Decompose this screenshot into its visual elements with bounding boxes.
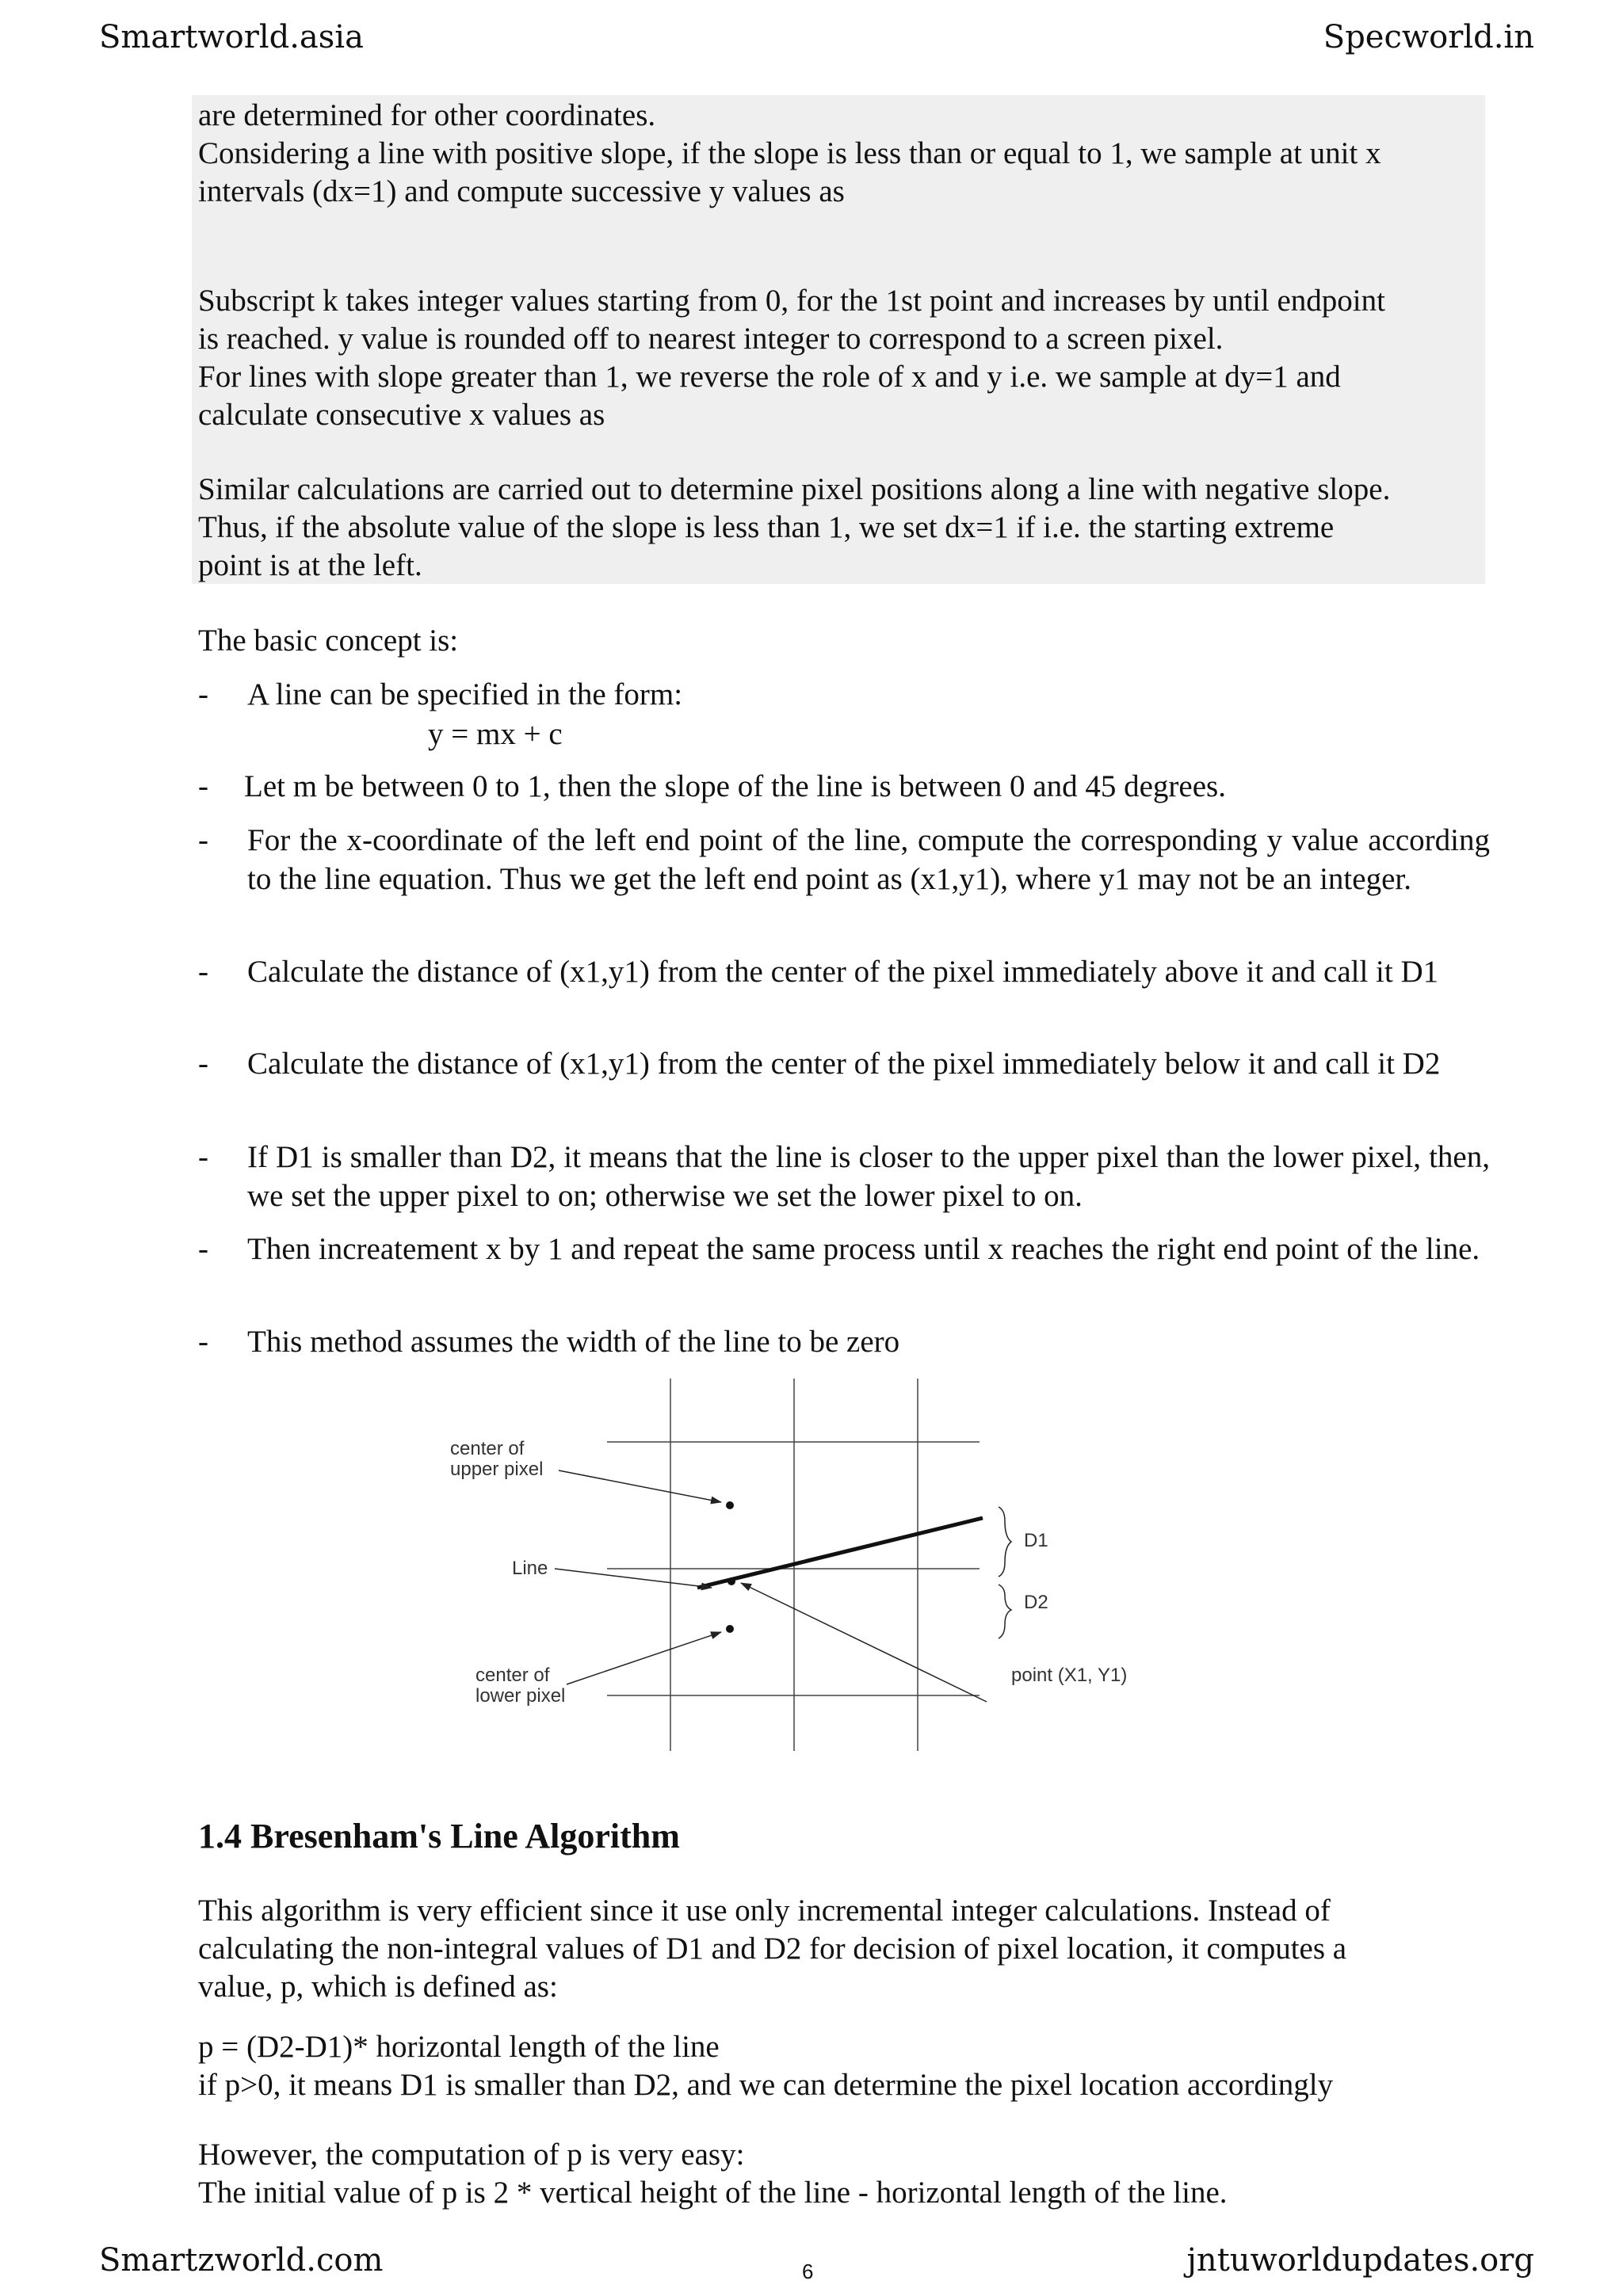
brace-d2 bbox=[999, 1585, 1011, 1638]
text-line: point is at the left. bbox=[198, 548, 422, 582]
list-item-text: Let m be between 0 to 1, then the slope of the line is between 0 and 45 degrees. bbox=[244, 769, 1226, 803]
section-paragraph-2 bbox=[198, 2028, 1490, 2104]
bullet-dash: - bbox=[198, 1325, 208, 1359]
line-point bbox=[727, 1577, 735, 1585]
arrow-lower bbox=[567, 1632, 721, 1684]
bullet-dash: - bbox=[198, 1140, 208, 1174]
bullet-dash: - bbox=[198, 1232, 208, 1266]
text-line: calculate consecutive x values as bbox=[198, 398, 605, 432]
list-item-text: If D1 is smaller than D2, it means that the line is closer to the upper pixel than the lower pixel, then, we set the upper pixel to on; otherwise we set the lower pixel to on. bbox=[247, 1140, 1490, 1213]
bullet-dash: - bbox=[198, 1047, 208, 1081]
label-lower-2: lower pixel bbox=[475, 1685, 566, 1707]
label-d2: D2 bbox=[1024, 1592, 1048, 1613]
header-right-site: Specworld.in bbox=[1323, 19, 1534, 55]
list-item-text: For the x-coordinate of the left end point of the line, compute the corresponding y value according to the line equation. Thus we get the left end point as (x1,y1), where y1 may not be an integer. bbox=[247, 823, 1490, 896]
label-upper-2: upper pixel bbox=[450, 1459, 544, 1480]
label-line: Line bbox=[512, 1558, 548, 1579]
footer-left-site: Smartzworld.com bbox=[99, 2242, 384, 2279]
text-line: calculating the non-integral values of D1 and D2 for decision of pixel location, it computes a bbox=[198, 1932, 1347, 1966]
text-line: are determined for other coordinates. bbox=[198, 98, 656, 132]
text-line: This algorithm is very efficient since it use only incremental integer calculations. Instead of bbox=[198, 1894, 1331, 1928]
text-line: The initial value of p is 2 * vertical height of the line - horizontal length of the line. bbox=[198, 2176, 1228, 2210]
arrow-upper bbox=[559, 1470, 721, 1502]
arrow-point bbox=[741, 1583, 987, 1702]
text-line: Thus, if the absolute value of the slope is less than 1, we set dx=1 if i.e. the starting extreme bbox=[198, 510, 1335, 544]
list-item-text: Calculate the distance of (x1,y1) from the center of the pixel immediately below it and call it D2 bbox=[247, 1047, 1441, 1081]
list-item-text: This method assumes the width of the line to be zero bbox=[247, 1325, 900, 1359]
header-left-site: Smartworld.asia bbox=[99, 19, 364, 55]
label-point: point (X1, Y1) bbox=[1011, 1665, 1128, 1686]
footer-right-site: jntuworldupdates.org bbox=[1186, 2242, 1534, 2279]
grey-box-text-2 bbox=[198, 282, 1490, 434]
section-title: 1.4 Bresenham's Line Algorithm bbox=[198, 1817, 680, 1855]
brace-d1 bbox=[999, 1507, 1011, 1577]
arrow-line bbox=[555, 1569, 712, 1588]
text-line: Subscript k takes integer values starting from 0, for the 1st point and increases by until endpoint bbox=[198, 284, 1385, 318]
grey-box-text bbox=[198, 97, 1490, 211]
section-paragraph-3 bbox=[198, 2136, 1490, 2212]
list-item-text: Then increatement x by 1 and repeat the same process until x reaches the right end point of the line. bbox=[247, 1232, 1480, 1266]
text-line: p = (D2-D1)* horizontal length of the line bbox=[198, 2030, 720, 2064]
lower-pixel-center bbox=[726, 1625, 734, 1633]
label-upper-1: center of bbox=[450, 1438, 525, 1459]
bullet-dash: - bbox=[198, 769, 208, 803]
grey-box-text-3 bbox=[198, 471, 1490, 585]
list-item-text: Calculate the distance of (x1,y1) from the center of the pixel immediately above it and call it D1 bbox=[247, 955, 1439, 989]
line-equation: y = mx + c bbox=[428, 717, 563, 751]
text-line: However, the computation of p is very easy: bbox=[198, 2138, 745, 2172]
line-segment bbox=[697, 1518, 983, 1588]
label-lower-1: center of bbox=[475, 1665, 550, 1686]
text-line: Considering a line with positive slope, if the slope is less than or equal to 1, we sample at unit x bbox=[198, 136, 1381, 170]
bullet-dash: - bbox=[198, 955, 208, 989]
text-line: is reached. y value is rounded off to nearest integer to correspond to a screen pixel. bbox=[198, 322, 1224, 356]
list-item-text: A line can be specified in the form: bbox=[247, 677, 683, 711]
bullet-dash: - bbox=[198, 823, 208, 857]
text-line: For lines with slope greater than 1, we reverse the role of x and y i.e. we sample at dy=1 and bbox=[198, 360, 1341, 394]
text-line: if p>0, it means D1 is smaller than D2, and we can determine the pixel location accordingly bbox=[198, 2068, 1334, 2102]
basic-concept-intro: The basic concept is: bbox=[198, 624, 459, 658]
text-line: value, p, which is defined as: bbox=[198, 1970, 558, 2004]
page-number: 6 bbox=[802, 2260, 814, 2283]
text-line: intervals (dx=1) and compute successive y values as bbox=[198, 174, 845, 208]
upper-pixel-center bbox=[726, 1501, 734, 1509]
label-d1: D1 bbox=[1024, 1530, 1048, 1551]
section-paragraph-1 bbox=[198, 1892, 1490, 2006]
pixel-distance-diagram bbox=[428, 1379, 1141, 1759]
text-line: Similar calculations are carried out to determine pixel positions along a line with negative slope. bbox=[198, 472, 1391, 506]
bullet-dash: - bbox=[198, 677, 208, 711]
